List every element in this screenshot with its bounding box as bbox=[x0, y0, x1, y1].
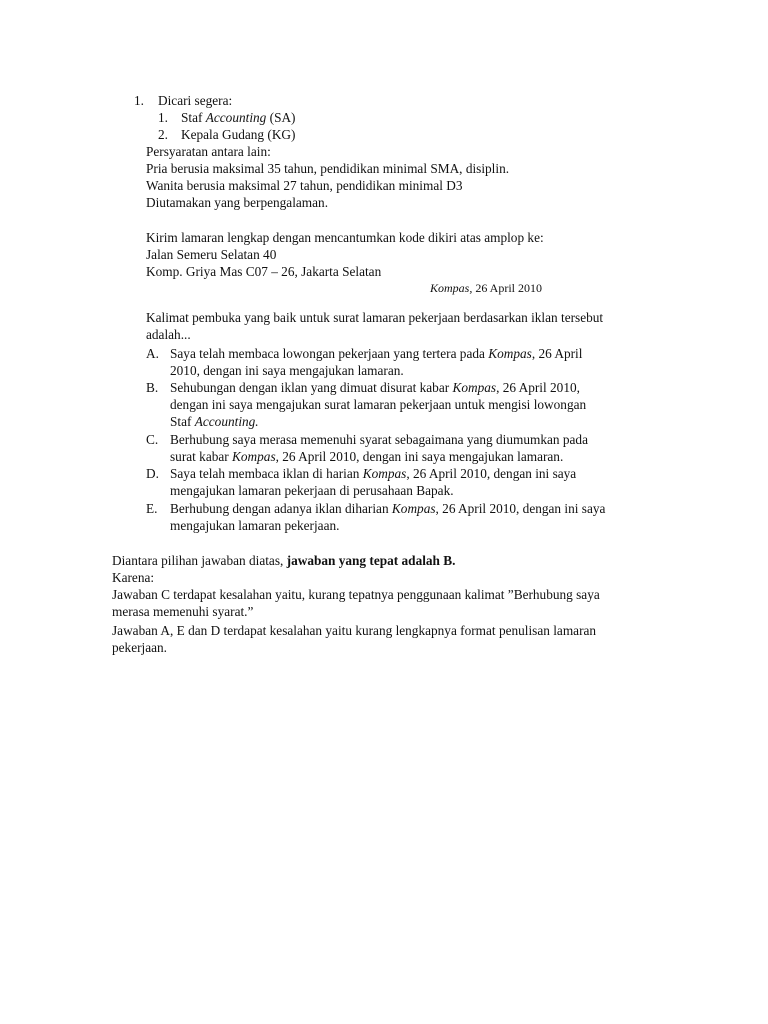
answer-explanation: Jawaban A, E dan D terdapat kesalahan yaitu kurang lengkapnya format penulisan lamaran bbox=[112, 623, 597, 638]
option-text: Staf Accounting. bbox=[170, 414, 259, 429]
position-item: Staf Accounting (SA) bbox=[181, 110, 296, 125]
answer-intro: Diantara pilihan jawaban diatas, jawaban yang tepat adalah B. bbox=[112, 553, 456, 568]
option-text: dengan ini saya mengajukan surat lamaran pekerjaan untuk mengisi lowongan bbox=[170, 397, 587, 412]
answer-explanation: merasa memenuhi syarat.” bbox=[112, 604, 254, 619]
answer-explanation: Jawaban C terdapat kesalahan yaitu, kurang tepatnya penggunaan kalimat ”Berhubung saya bbox=[112, 587, 600, 602]
option-text: surat kabar Kompas, 26 April 2010, dengan ini saya mengajukan lamaran. bbox=[170, 449, 564, 464]
option-text: mengajukan lamaran pekerjaan di perusahaan Bapak. bbox=[170, 483, 454, 498]
option-letter: A. bbox=[146, 346, 159, 361]
requirements-heading: Persyaratan antara lain: bbox=[146, 144, 271, 159]
option-text: mengajukan lamaran pekerjaan. bbox=[170, 518, 340, 533]
source-citation: Kompas, 26 April 2010 bbox=[430, 281, 543, 295]
address-line: Komp. Griya Mas C07 – 26, Jakarta Selatan bbox=[146, 264, 382, 279]
option-letter: B. bbox=[146, 380, 159, 395]
option-letter: C. bbox=[146, 432, 159, 447]
address-line: Jalan Semeru Selatan 40 bbox=[146, 247, 277, 262]
item-number: 1. bbox=[134, 93, 144, 108]
option-text: Berhubung saya merasa memenuhi syarat sebagaimana yang diumumkan pada bbox=[170, 432, 588, 447]
question-stem: adalah... bbox=[146, 327, 191, 342]
option-text: 2010, dengan ini saya mengajukan lamaran. bbox=[170, 363, 404, 378]
requirement-line: Pria berusia maksimal 35 tahun, pendidikan minimal SMA, disiplin. bbox=[146, 161, 510, 176]
option-text: Berhubung dengan adanya iklan diharian Kompas, 26 April 2010, dengan ini saya bbox=[170, 501, 606, 516]
option-letter: D. bbox=[146, 466, 159, 481]
question-stem: Kalimat pembuka yang baik untuk surat lamaran pekerjaan berdasarkan iklan tersebut bbox=[146, 310, 604, 325]
requirement-line: Diutamakan yang berpengalaman. bbox=[146, 195, 329, 210]
answer-explanation: pekerjaan. bbox=[112, 640, 167, 655]
answer-because: Karena: bbox=[112, 570, 155, 585]
address-instruction: Kirim lamaran lengkap dengan mencantumkan kode dikiri atas amplop ke: bbox=[146, 230, 544, 245]
job-heading: Dicari segera: bbox=[158, 93, 233, 108]
option-text: Saya telah membaca lowongan pekerjaan yang tertera pada Kompas, 26 April bbox=[170, 346, 583, 361]
option-letter: E. bbox=[146, 501, 158, 516]
position-number: 2. bbox=[158, 127, 168, 142]
option-text: Sehubungan dengan iklan yang dimuat disurat kabar Kompas, 26 April 2010, bbox=[170, 380, 580, 395]
option-text: Saya telah membaca iklan di harian Kompas, 26 April 2010, dengan ini saya bbox=[170, 466, 577, 481]
position-number: 1. bbox=[158, 110, 168, 125]
requirement-line: Wanita berusia maksimal 27 tahun, pendidikan minimal D3 bbox=[146, 178, 463, 193]
position-item: Kepala Gudang (KG) bbox=[181, 127, 296, 142]
